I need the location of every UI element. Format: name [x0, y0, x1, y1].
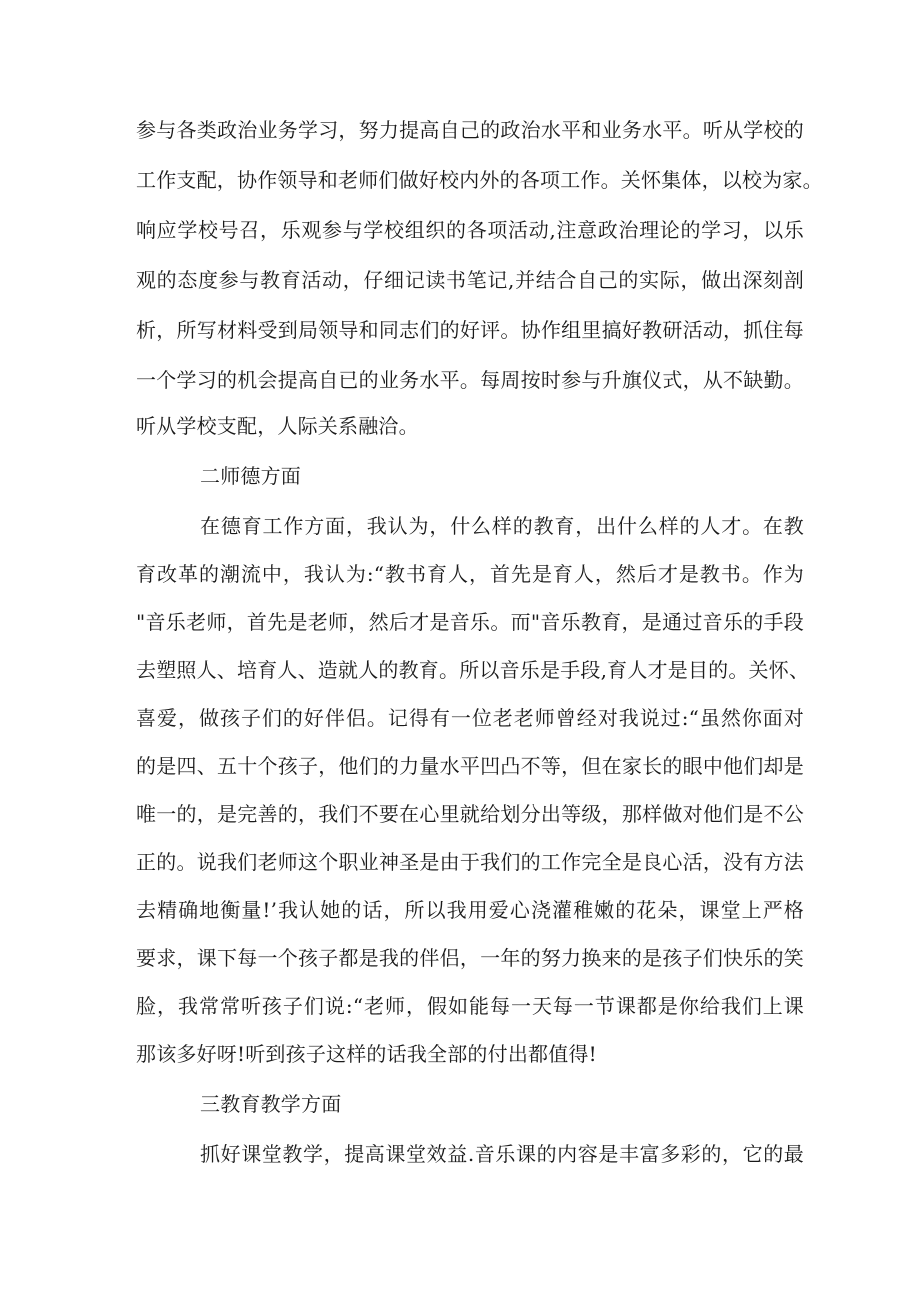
paragraph-2-line-5: 喜爱，做孩子们的好伴侣。记得有一位老老师曾经对我说过:“虽然你面对 [136, 706, 804, 730]
paragraph-2-line-10: 要求，课下每一个孩子都是我的伴侣，一年的努力换来的是孩子们快乐的笑 [136, 946, 804, 970]
paragraph-3-line-1: 抓好课堂教学，提高课堂效益.音乐课的内容是丰富多彩的，它的最 [200, 1142, 804, 1166]
section-heading-3: 三教育教学方面 [200, 1092, 342, 1116]
paragraph-2-line-7: 唯一的，是完善的，我们不要在心里就给划分出等级，那样做对他们是不公 [136, 802, 804, 826]
paragraph-2-line-3: "音乐老师，首先是老师，然后才是音乐。而"音乐教育，是通过音乐的手段 [136, 610, 804, 634]
paragraph-1-line-7: 听从学校支配，人际关系融洽。 [136, 414, 419, 438]
paragraph-1-line-6: 一个学习的机会提高自已的业务水平。每周按时参与升旗仪式，从不缺勤。 [136, 368, 804, 392]
paragraph-1-line-5: 析，所写材料受到局领导和同志们的好评。协作组里搞好教研活动，抓住每 [136, 318, 804, 342]
paragraph-2-line-8: 正的。说我们老师这个职业神圣是由于我们的工作完全是良心活，没有方法 [136, 850, 804, 874]
paragraph-2-line-4: 去塑照人、培育人、造就人的教育。所以音乐是手段,育人才是目的。关怀、 [136, 658, 810, 682]
paragraph-1-line-2: 工作支配，协作领导和老师们做好校内外的各项工作。关怀集体，以校为家。 [136, 168, 823, 192]
paragraph-1-line-4: 观的态度参与教育活动，仔细记读书笔记,并结合自己的实际，做出深刻剖 [136, 268, 804, 292]
paragraph-2-line-1: 在德育工作方面，我认为，什么样的教育，出什么样的人才。在教 [200, 514, 804, 538]
paragraph-1-line-1: 参与各类政治业务学习，努力提高自己的政治水平和业务水平。听从学校的 [136, 118, 804, 142]
paragraph-2-line-2: 育改革的潮流中，我认为:“教书育人，首先是育人，然后才是教书。作为 [136, 562, 804, 586]
section-heading-2: 二师德方面 [200, 464, 301, 488]
paragraph-2-line-9: 去精确地衡量!’我认她的话，所以我用爱心浇灌稚嫩的花朵，课堂上严格 [136, 898, 804, 922]
paragraph-1-line-3: 响应学校号召，乐观参与学校组织的各项活动,注意政治理论的学习，以乐 [136, 218, 804, 242]
paragraph-2-line-6: 的是四、五十个孩子，他们的力量水平凹凸不等，但在家长的眼中他们却是 [136, 754, 804, 778]
paragraph-2-line-12: 那该多好呀!听到孩子这样的话我全部的付出都值得! [136, 1042, 597, 1066]
paragraph-2-line-11: 脸，我常常听孩子们说:“老师，假如能每一天每一节课都是你给我们上课 [136, 994, 804, 1018]
